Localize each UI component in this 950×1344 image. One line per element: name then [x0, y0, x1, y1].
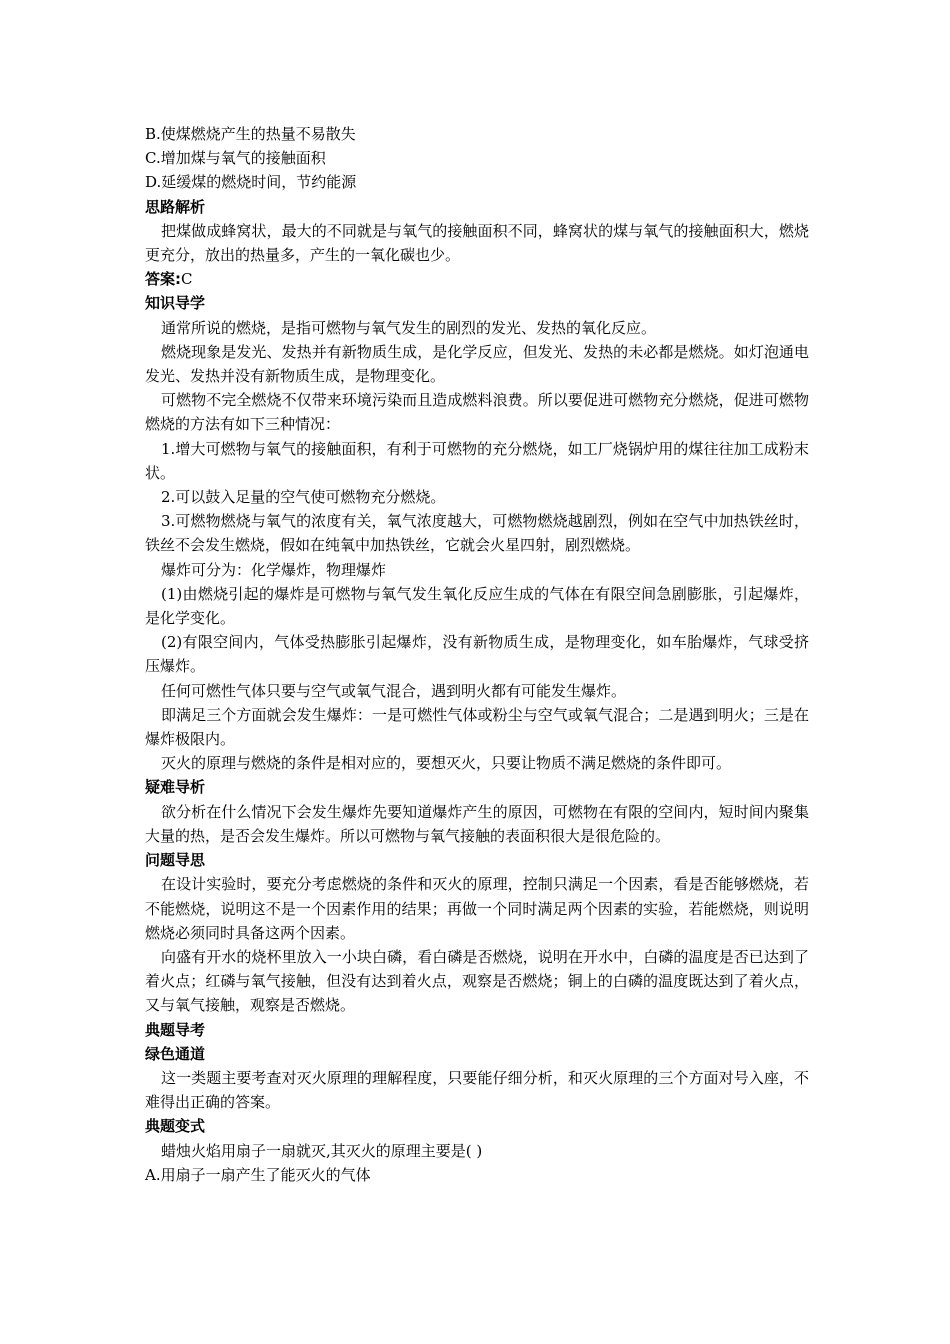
knowledge-paragraph: 通常所说的燃烧，是指可燃物与氧气发生的剧烈的发光、发热的氧化反应。: [161, 318, 657, 337]
knowledge-paragraph: 灭火的原理与燃烧的条件是相对应的，要想灭火，只要让物质不满足燃烧的条件即可。: [161, 754, 732, 773]
variant-question: 蜡烛火焰用扇子一扇就灭,其灭火的原理主要是( ): [161, 1141, 483, 1160]
knowledge-paragraph: 爆炸可分为：化学爆炸，物理爆炸: [161, 560, 387, 579]
knowledge-paragraph: (1)由燃烧引起的爆炸是可燃物与氧气发生氧化反应生成的气体在有限空间急剧膨胀，引起爆炸，是化学变化。: [145, 584, 809, 628]
questions-paragraph: 在设计实验时，要充分考虑燃烧的条件和灭火的原理，控制只满足一个因素，看是否能够燃烧，若不能燃烧，说明这不是一个因素作用的结果；再做一个同时满足两个因素的实验，若能燃烧，则说明燃烧必须同时具备这两个因素。: [145, 875, 809, 942]
green-heading: 绿色通道: [145, 1044, 206, 1063]
difficulty-heading: 疑难导析: [145, 778, 206, 797]
questions-paragraph: 向盛有开水的烧杯里放入一小块白磷，看白磷是否燃烧，说明在开水中，白磷的温度是否已达到了着火点；红磷与氧气接触，但没有达到着火点，观察是否燃烧；铜上的白磷的温度既达到了着火点，又与氧气接触，观察是否燃烧。: [145, 947, 809, 1015]
analysis-text: 把煤做成蜂窝状，最大的不同就是与氧气的接触面积不同，蜂窝状的煤与氧气的接触面积大，燃烧更充分，放出的热量多，产生的一氧化碳也少。: [145, 221, 809, 265]
option-c: C.增加煤与氧气的接触面积: [145, 149, 326, 168]
option-d: D.延缓煤的燃烧时间，节约能源: [145, 173, 357, 192]
knowledge-paragraph: 2.可以鼓入足量的空气使可燃物充分燃烧。: [161, 488, 446, 507]
difficulty-text: 欲分析在什么情况下会发生爆炸先要知道爆炸产生的原因，可燃物在有限的空间内，短时间内聚集大量的热，是否会发生爆炸。所以可燃物与氧气接触的表面积很大是很危险的。: [145, 802, 809, 845]
knowledge-paragraph: 任何可燃性气体只要与空气或氧气混合，遇到明火都有可能发生爆炸。: [161, 681, 627, 700]
knowledge-paragraph: 即满足三个方面就会发生爆炸：一是可燃性气体或粉尘与空气或氧气混合；二是遇到明火；三是在爆炸极限内。: [145, 705, 809, 749]
answer-label: 答案:: [145, 270, 181, 289]
variant-heading: 典题变式: [145, 1117, 206, 1136]
knowledge-heading: 知识导学: [145, 294, 206, 313]
knowledge-paragraph: (2)有限空间内，气体受热膨胀引起爆炸，没有新物质生成，是物理变化，如车胎爆炸，气球受挤压爆炸。: [145, 633, 809, 676]
knowledge-paragraph: 1.增大可燃物与氧气的接触面积，有利于可燃物的充分燃烧，如工厂烧锅炉用的煤往往加工成粉末状。: [145, 439, 809, 482]
option-b: B.使煤燃烧产生的热量不易散失: [145, 125, 356, 143]
typical-heading: 典题导考: [145, 1020, 206, 1039]
answer-line: [145, 267, 809, 291]
answer-value: C: [181, 270, 193, 289]
questions-heading: 问题导思: [145, 851, 206, 870]
knowledge-paragraph: 可燃物不完全燃烧不仅带来环境污染而且造成燃料浪费。所以要促进可燃物充分燃烧，促进可燃物燃烧的方法有如下三种情况：: [145, 391, 809, 434]
knowledge-paragraph: 燃烧现象是发光、发热并有新物质生成，是化学反应，但发光、发热的未必都是燃烧。如灯泡通电发光、发热并没有新物质生成，是物理变化。: [145, 342, 809, 386]
document-content: [145, 122, 809, 1187]
analysis-heading: 思路解析: [145, 197, 206, 216]
knowledge-paragraph: 3.可燃物燃烧与氧气的浓度有关，氧气浓度越大，可燃物燃烧越剧烈，例如在空气中加热铁丝时，铁丝不会发生燃烧，假如在纯氧中加热铁丝，它就会火星四射，剧烈燃烧。: [145, 512, 809, 555]
green-text: 这一类题主要考查对灭火原理的理解程度，只要能仔细分析，和灭火原理的三个方面对号入座，不难得出正确的答案。: [145, 1068, 809, 1112]
variant-option-a: A.用扇子一扇产生了能灭火的气体: [145, 1165, 371, 1184]
